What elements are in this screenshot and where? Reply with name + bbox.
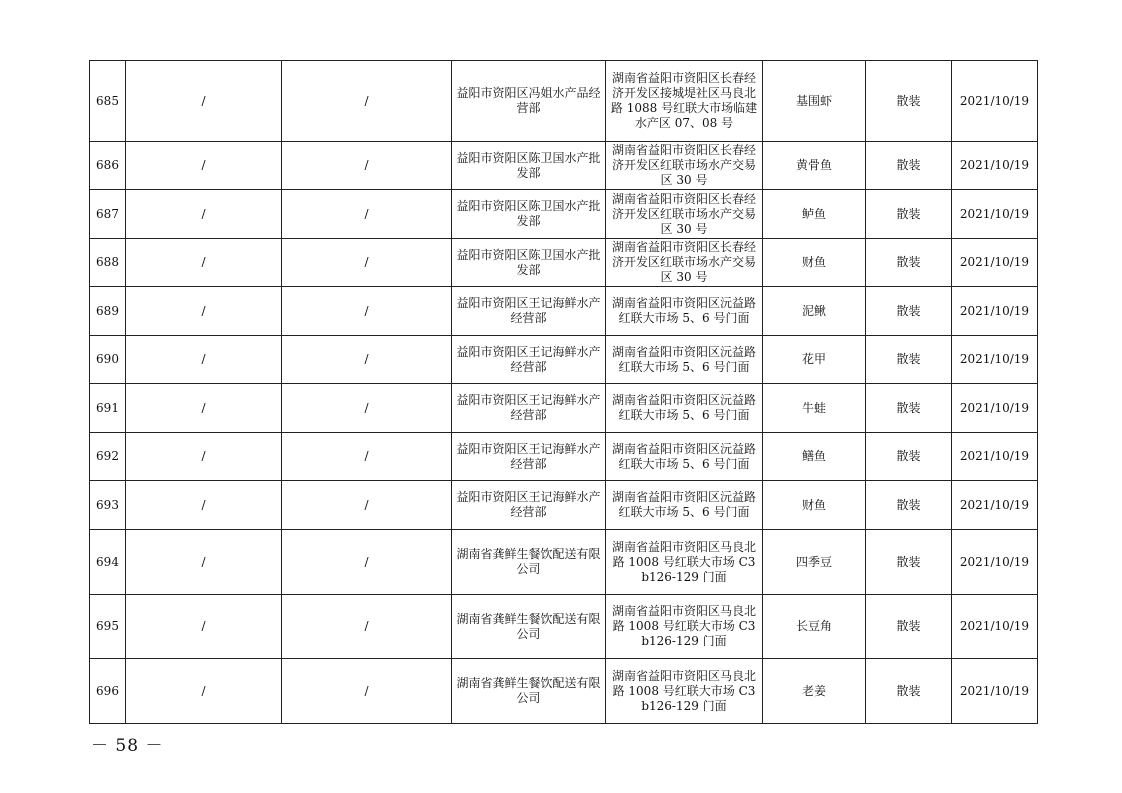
cell-date: 2021/10/19 [952,659,1038,724]
cell-slash: / [282,61,452,142]
cell-date: 2021/10/19 [952,595,1038,659]
cell-date: 2021/10/19 [952,336,1038,384]
cell-company-name: 益阳市资阳区王记海鲜水产经营部 [452,287,606,336]
table-row [90,190,1038,239]
cell-slash: / [126,336,282,384]
cell-product: 花甲 [763,336,866,384]
cell-address: 湖南省益阳市资阳区长春经济开发区红联市场水产交易区 30 号 [606,142,763,190]
cell-slash: / [282,190,452,239]
cell-address: 湖南省益阳市资阳区马良北路 1008 号红联大市场 C3b126-129 门面 [606,530,763,595]
cell-slash: / [126,287,282,336]
cell-date: 2021/10/19 [952,239,1038,287]
cell-slash: / [282,433,452,481]
cell-number: 692 [90,433,126,481]
cell-company-name: 益阳市资阳区王记海鲜水产经营部 [452,481,606,530]
cell-number: 694 [90,530,126,595]
record-table [89,60,1038,724]
cell-packaging: 散装 [866,481,952,530]
cell-slash: / [126,481,282,530]
table-row [90,595,1038,659]
cell-packaging: 散装 [866,659,952,724]
cell-number: 689 [90,287,126,336]
cell-slash: / [126,142,282,190]
table-row [90,481,1038,530]
cell-address: 湖南省益阳市资阳区沅益路红联大市场 5、6 号门面 [606,336,763,384]
cell-number: 686 [90,142,126,190]
table-body [90,61,1038,724]
cell-company-name: 益阳市资阳区冯姐水产品经营部 [452,61,606,142]
cell-number: 685 [90,61,126,142]
cell-product: 黄骨鱼 [763,142,866,190]
table-row [90,239,1038,287]
cell-product: 牛蛙 [763,384,866,433]
cell-slash: / [282,384,452,433]
cell-slash: / [126,61,282,142]
table-row [90,433,1038,481]
cell-packaging: 散装 [866,433,952,481]
table-row [90,530,1038,595]
cell-slash: / [282,530,452,595]
cell-number: 687 [90,190,126,239]
table-row [90,384,1038,433]
table-row [90,142,1038,190]
cell-slash: / [282,336,452,384]
cell-slash: / [282,595,452,659]
cell-date: 2021/10/19 [952,190,1038,239]
cell-slash: / [126,530,282,595]
cell-address: 湖南省益阳市资阳区马良北路 1008 号红联大市场 C3b126-129 门面 [606,659,763,724]
cell-slash: / [282,239,452,287]
cell-packaging: 散装 [866,595,952,659]
cell-packaging: 散装 [866,61,952,142]
cell-packaging: 散装 [866,190,952,239]
cell-packaging: 散装 [866,239,952,287]
cell-address: 湖南省益阳市资阳区沅益路红联大市场 5、6 号门面 [606,481,763,530]
cell-product: 财鱼 [763,481,866,530]
cell-company-name: 益阳市资阳区陈卫国水产批发部 [452,190,606,239]
cell-product: 鲈鱼 [763,190,866,239]
cell-packaging: 散装 [866,142,952,190]
cell-packaging: 散装 [866,384,952,433]
cell-product: 四季豆 [763,530,866,595]
cell-date: 2021/10/19 [952,530,1038,595]
cell-slash: / [282,659,452,724]
cell-address: 湖南省益阳市资阳区长春经济开发区红联市场水产交易区 30 号 [606,190,763,239]
cell-number: 695 [90,595,126,659]
table-row [90,287,1038,336]
cell-number: 693 [90,481,126,530]
cell-date: 2021/10/19 [952,481,1038,530]
cell-company-name: 益阳市资阳区王记海鲜水产经营部 [452,336,606,384]
page-number: － 58 － [91,736,164,756]
cell-slash: / [126,239,282,287]
cell-product: 财鱼 [763,239,866,287]
cell-slash: / [282,287,452,336]
cell-date: 2021/10/19 [952,287,1038,336]
cell-address: 湖南省益阳市资阳区沅益路红联大市场 5、6 号门面 [606,433,763,481]
cell-packaging: 散装 [866,530,952,595]
cell-date: 2021/10/19 [952,433,1038,481]
cell-address: 湖南省益阳市资阳区长春经济开发区接城堤社区马良北路 1088 号红联大市场临建水产区 07、08 号 [606,61,763,142]
cell-product: 鳝鱼 [763,433,866,481]
cell-date: 2021/10/19 [952,61,1038,142]
cell-address: 湖南省益阳市资阳区沅益路红联大市场 5、6 号门面 [606,384,763,433]
cell-product: 基围虾 [763,61,866,142]
cell-packaging: 散装 [866,336,952,384]
cell-slash: / [126,659,282,724]
cell-product: 长豆角 [763,595,866,659]
table-row [90,61,1038,142]
cell-company-name: 湖南省龚鲜生餐饮配送有限公司 [452,659,606,724]
cell-number: 690 [90,336,126,384]
cell-company-name: 益阳市资阳区陈卫国水产批发部 [452,239,606,287]
cell-number: 691 [90,384,126,433]
cell-company-name: 益阳市资阳区王记海鲜水产经营部 [452,433,606,481]
cell-slash: / [126,384,282,433]
cell-address: 湖南省益阳市资阳区沅益路红联大市场 5、6 号门面 [606,287,763,336]
cell-product: 老姜 [763,659,866,724]
cell-slash: / [126,433,282,481]
cell-number: 688 [90,239,126,287]
cell-company-name: 湖南省龚鲜生餐饮配送有限公司 [452,530,606,595]
cell-company-name: 益阳市资阳区王记海鲜水产经营部 [452,384,606,433]
cell-date: 2021/10/19 [952,142,1038,190]
cell-number: 696 [90,659,126,724]
cell-company-name: 湖南省龚鲜生餐饮配送有限公司 [452,595,606,659]
cell-address: 湖南省益阳市资阳区马良北路 1008 号红联大市场 C3b126-129 门面 [606,595,763,659]
cell-address: 湖南省益阳市资阳区长春经济开发区红联市场水产交易区 30 号 [606,239,763,287]
table-row [90,336,1038,384]
table-row [90,659,1038,724]
cell-product: 泥鳅 [763,287,866,336]
cell-packaging: 散装 [866,287,952,336]
cell-slash: / [282,142,452,190]
cell-slash: / [282,481,452,530]
cell-slash: / [126,595,282,659]
cell-slash: / [126,190,282,239]
cell-company-name: 益阳市资阳区陈卫国水产批发部 [452,142,606,190]
cell-date: 2021/10/19 [952,384,1038,433]
